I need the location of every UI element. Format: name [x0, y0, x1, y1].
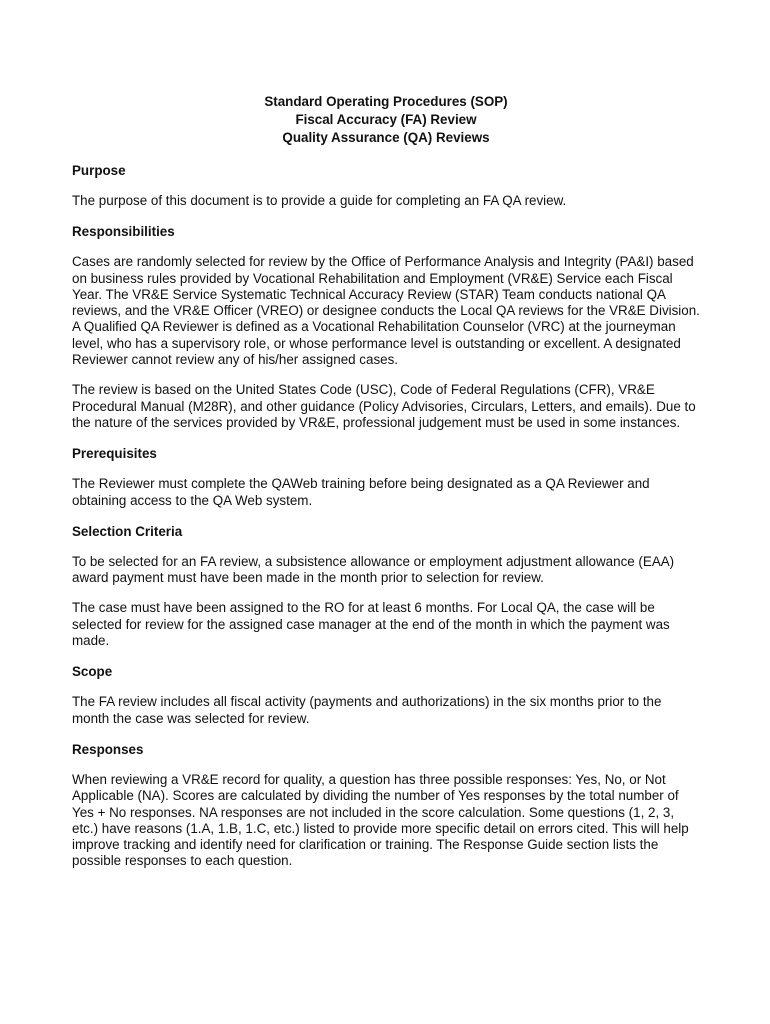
- section-heading: Purpose: [72, 163, 126, 178]
- section-paragraph: The purpose of this document is to provide a guide for completing an FA QA review.: [72, 193, 567, 208]
- section-responses: [72, 741, 700, 870]
- section-heading: Scope: [72, 664, 113, 680]
- section-paragraph: The case must have been assigned to the RO for at least 6 months. For Local QA, the case will be selected for review for the assigned case manager at the end of the month in which the payment was made.: [72, 600, 670, 649]
- section-paragraph: The FA review includes all fiscal activity (payments and authorizations) in the six months prior to the month the case was selected for review.: [72, 694, 662, 726]
- section-heading: Responses: [72, 741, 144, 757]
- section-heading: Selection Criteria: [72, 523, 183, 539]
- title-line-qa-reviews: Quality Assurance (QA) Reviews: [282, 130, 490, 145]
- section-purpose: [72, 162, 700, 209]
- section-paragraph: Cases are randomly selected for review by the Office of Performance Analysis and Integrity (PA&I) based on business rules provided by Vocational Rehabilitation and Employment (VR&E) Service each Fiscal Year. The VR&E Service Systematic Technical Accuracy Review (STAR) Team conducts national QA reviews, and the VR&E Officer (VREO) or designee conducts the Local QA reviews for the VR&E Division. A Qualified QA Reviewer is defined as a Vocational Rehabilitation Counselor (VRC) at the journeyman level, who has a supervisory role, or whose performance level is outstanding or excellent. A designated Reviewer cannot review any of his/her assigned cases.: [72, 254, 700, 368]
- document-page: [72, 93, 700, 884]
- title-line-fa-review: Fiscal Accuracy (FA) Review: [295, 112, 477, 127]
- section-heading: Prerequisites: [72, 446, 157, 462]
- section-paragraph: When reviewing a VR&E record for quality, a question has three possible responses: Yes, No, or Not Applicable (NA). Scores are calculated by dividing the number of Yes responses by the total number of Yes + No responses. NA responses are not included in the score calculation. Some questions (1, 2, 3, etc.) have reasons (1.A, 1.B, 1.C, etc.) listed to provide more specific detail on errors cited. This will help improve tracking and identify need for clarification or training. The Response Guide section lists the possible responses to each question.: [72, 771, 689, 869]
- section-paragraph: The Reviewer must complete the QAWeb training before being designated as a QA Reviewer and obtaining access to the QA Web system.: [72, 476, 650, 508]
- section-selection-criteria: [72, 523, 700, 649]
- document-title: [72, 93, 700, 147]
- section-paragraph: The review is based on the United States Code (USC), Code of Federal Regulations (CFR), VR&E Procedural Manual (M28R), and other guidance (Policy Advisories, Circulars, Letters, and emails). Due to the nature of the services provided by VR&E, professional judgement must be used in some instances.: [72, 382, 696, 430]
- title-line-sop: Standard Operating Procedures (SOP): [264, 94, 508, 109]
- section-heading: Responsibilities: [72, 224, 175, 240]
- section-scope: [72, 663, 700, 727]
- section-prerequisites: [72, 445, 700, 509]
- section-paragraph: To be selected for an FA review, a subsistence allowance or employment adjustment allowance (EAA) award payment must have been made in the month prior to selection for review.: [72, 553, 675, 586]
- section-responsibilities: [72, 223, 700, 431]
